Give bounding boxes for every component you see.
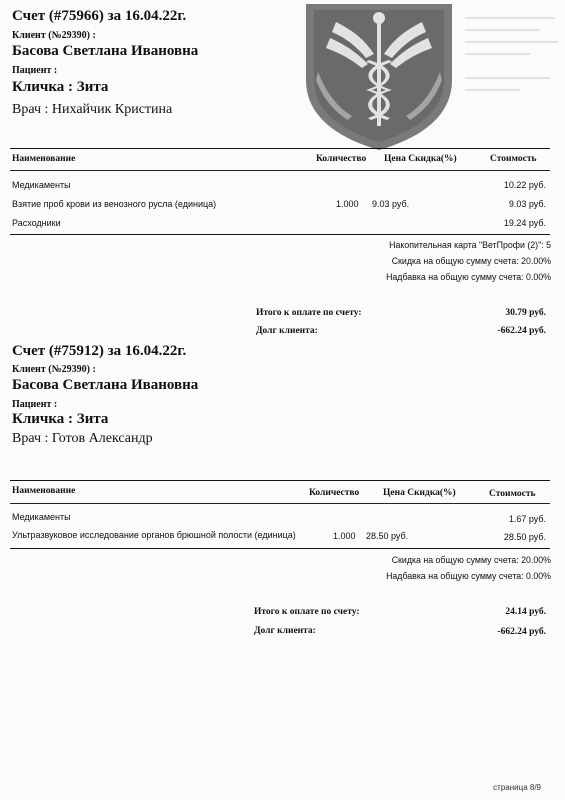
row-name: Расходники <box>12 218 61 228</box>
row-price: 28.50 руб. <box>366 531 409 541</box>
clinic-logo-shield-icon <box>296 2 462 152</box>
col-header-name: Наименование <box>12 486 76 496</box>
row-cost: 28.50 руб. <box>503 532 546 542</box>
row-name: Медикаменты <box>12 180 71 190</box>
invoice-title: Счет (#75966) за 16.04.22г. <box>12 8 187 24</box>
debt-value: -662.24 руб. <box>497 326 546 336</box>
row-qty: 1.000 <box>333 531 356 541</box>
bleed-through-texture <box>460 0 565 140</box>
client-label: Клиент (№29390) : <box>12 30 96 41</box>
debt-value: -662.24 руб. <box>497 627 546 637</box>
col-header-name: Наименование <box>12 154 76 164</box>
row-cost: 10.22 руб. <box>503 180 546 190</box>
patient-label: Пациент : <box>12 65 58 76</box>
markup-line: Надбавка на общую сумму счета: 0.00% <box>386 272 551 282</box>
col-header-qty: Количество <box>309 488 360 498</box>
header-rule <box>10 170 550 171</box>
discount-line: Скидка на общую сумму счета: 20.00% <box>391 256 551 266</box>
pet-nickname: Кличка : Зита <box>12 79 109 95</box>
row-name: Медикаменты <box>12 512 71 522</box>
row-price: 9.03 руб. <box>372 199 410 209</box>
col-header-price-discount: Цена Скидка(%) <box>384 154 457 164</box>
col-header-cost: Стоимость <box>490 154 537 164</box>
markup-line: Надбавка на общую сумму счета: 0.00% <box>386 571 551 581</box>
doctor-name: Врач : Нихайчик Кристина <box>12 102 173 117</box>
invoice-title: Счет (#75912) за 16.04.22г. <box>12 343 187 359</box>
client-name: Басова Светлана Ивановна <box>12 377 199 393</box>
loyalty-card-line: Накопительная карта "ВетПрофи (2)": 5 <box>389 240 551 250</box>
doctor-name: Врач : Готов Александр <box>12 431 153 446</box>
col-header-price-discount: Цена Скидка(%) <box>383 488 456 498</box>
client-label: Клиент (№29390) : <box>12 364 96 375</box>
pet-nickname: Кличка : Зита <box>12 411 109 427</box>
row-cost: 19.24 руб. <box>503 218 546 228</box>
header-rule <box>10 503 550 504</box>
row-name: Ультразвуковое исследование органов брюшной полости (единица) <box>12 530 296 540</box>
patient-label: Пациент : <box>12 399 58 410</box>
row-cost: 1.67 руб. <box>508 514 546 524</box>
total-value: 24.14 руб. <box>505 607 546 617</box>
table-bottom-rule <box>10 234 550 235</box>
total-label: Итого к оплате по счету: <box>256 308 362 318</box>
col-header-cost: Стоимость <box>489 489 536 499</box>
total-value: 30.79 руб. <box>505 308 546 318</box>
client-name: Басова Светлана Ивановна <box>12 43 199 59</box>
page-number: страница 8/9 <box>493 783 541 792</box>
total-label: Итого к оплате по счету: <box>254 607 360 617</box>
row-qty: 1.000 <box>336 199 359 209</box>
row-name: Взятие проб крови из венозного русла (единица) <box>12 199 217 209</box>
discount-line: Скидка на общую сумму счета: 20.00% <box>391 555 551 565</box>
table-top-rule <box>10 480 550 481</box>
table-top-rule <box>10 148 550 149</box>
debt-label: Долг клиента: <box>256 326 318 336</box>
row-cost: 9.03 руб. <box>508 199 546 209</box>
debt-label: Долг клиента: <box>254 626 316 636</box>
col-header-qty: Количество <box>316 154 367 164</box>
table-bottom-rule <box>10 548 550 549</box>
